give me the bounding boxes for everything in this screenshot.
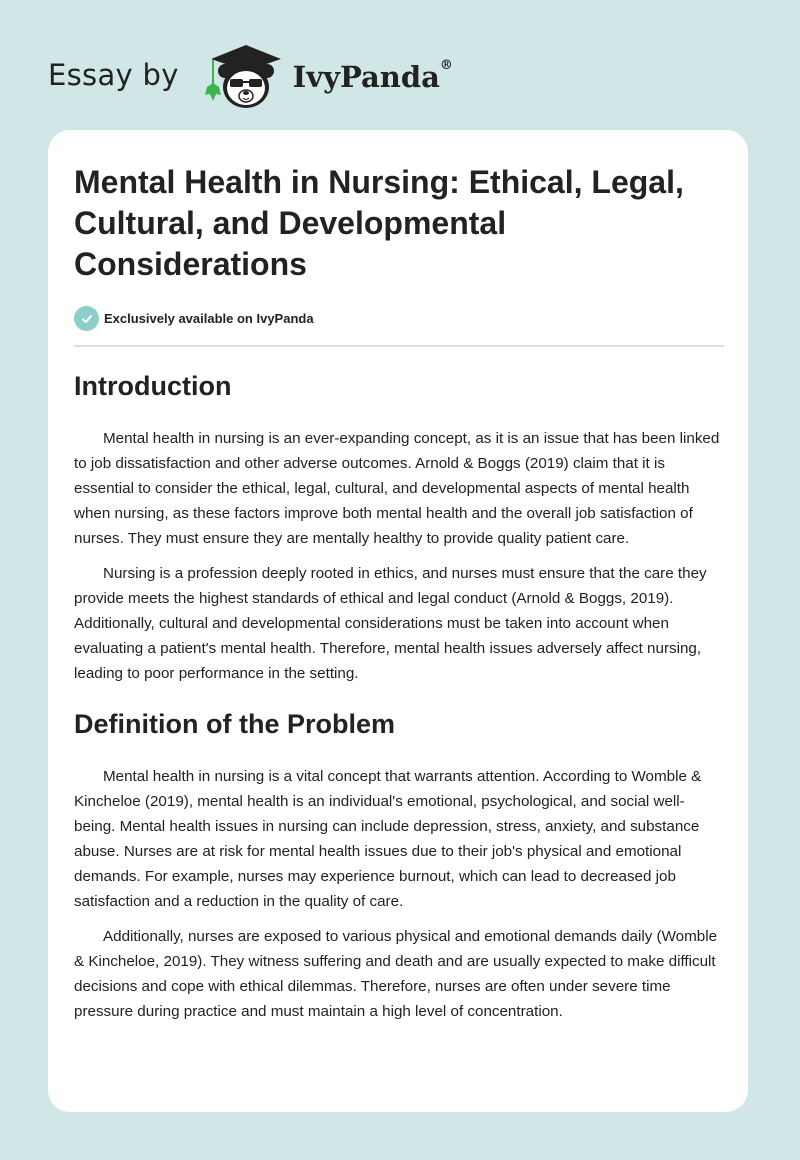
- brand-text: IvyPanda: [292, 60, 440, 94]
- section-heading-introduction: Introduction: [74, 371, 232, 401]
- panda-logo-icon[interactable]: [199, 37, 289, 111]
- trademark-symbol: ®: [439, 58, 453, 73]
- essay-title: Mental Health in Nursing: Ethical, Legal, Cultural, and Developmental Considerations: [74, 164, 684, 282]
- exclusive-badge-label: Exclusively available on IvyPanda: [104, 311, 314, 326]
- brand-name[interactable]: [293, 60, 453, 94]
- exclusive-badge: [74, 306, 314, 331]
- site-header: [48, 36, 453, 112]
- check-circle-icon: [74, 306, 99, 331]
- essay-by-label: Essay by: [48, 58, 179, 92]
- section-heading-definition-of-the-problem: Definition of the Problem: [74, 709, 395, 739]
- essay-card: [48, 130, 748, 1112]
- essay-body: [74, 366, 726, 1024]
- paragraph: Mental health in nursing is a vital concept that warrants attention. According to Womble & Kincheloe (2019), mental health is an individual's emotional, psychological, and social well-being. Mental health issues in nursing can include depression, stress, anxiety, and substance abuse. Nurses are at risk for mental health issues due to their job's physical and emotional demands. For example, nurses may experience burnout, which can lead to decreased job satisfaction and a reduction in the quality of care.: [74, 768, 702, 910]
- paragraph: Mental health in nursing is an ever-expanding concept, as it is an issue that has been linked to job dissatisfaction and other adverse outcomes. Arnold & Boggs (2019) claim that it is essential to consider the ethical, legal, cultural, and developmental aspects of mental health when nursing, as these factors improve both mental health and the overall job satisfaction of nurses. They must ensure they are mentally healthy to provide quality patient care.: [74, 430, 720, 547]
- paragraph: Nursing is a profession deeply rooted in ethics, and nurses must ensure that the care they provide meets the highest standards of ethical and legal conduct (Arnold & Boggs, 2019). Additionally, cultural and developmental considerations must be taken into account when evaluating a patient's mental health. Therefore, mental health issues adversely affect nursing, leading to poor performance in the setting.: [74, 565, 707, 682]
- title-divider: [74, 345, 724, 347]
- paragraph: Additionally, nurses are exposed to various physical and emotional demands daily (Womble & Kincheloe, 2019). They witness suffering and death and are usually expected to make difficult decisions and cope with ethical dilemmas. Therefore, nurses are often under severe time pressure during practice and must maintain a high level of concentration.: [74, 928, 718, 1020]
